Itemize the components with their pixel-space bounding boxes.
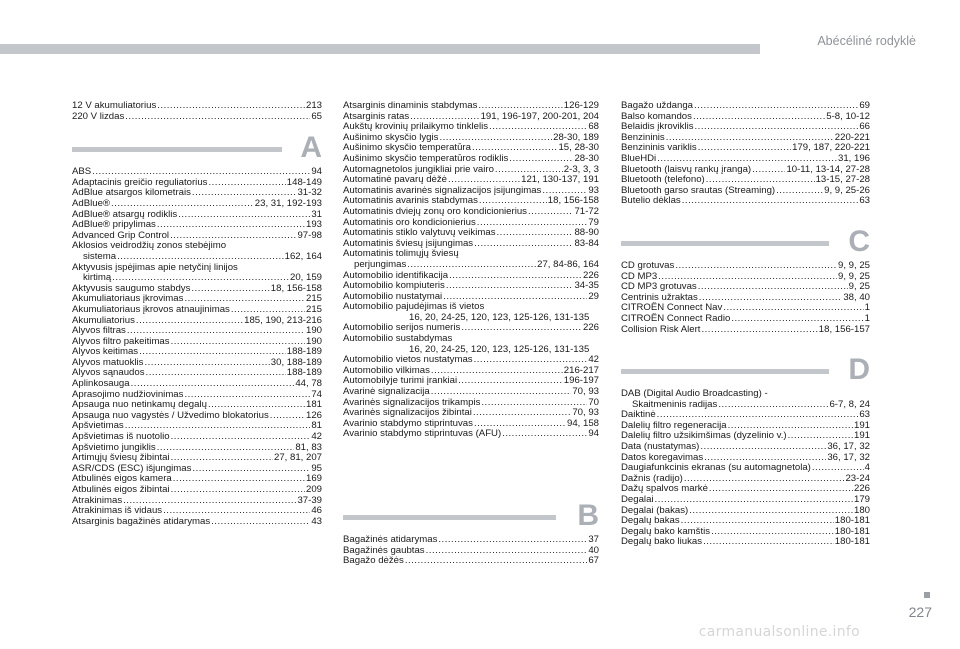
index-term: Akumuliatorius (72, 314, 135, 326)
dot-leader (776, 186, 823, 197)
index-page-ref: 28-30, 189 (553, 131, 599, 143)
index-term: Aktyvusis įspėjimas apie netyčinį linijos (72, 261, 238, 273)
index-term: Aklosios veidrodžių zonos stebėjimo (72, 240, 227, 252)
index-page-ref: 46 (311, 505, 322, 517)
index-term: Aprasojimo nudžiovinimas (72, 388, 184, 400)
index-term: Atsarginis ratas (343, 110, 410, 122)
index-term: Datos koregavimas (621, 451, 704, 463)
index-column-middle (343, 101, 599, 567)
index-page-ref: 81, 83 (295, 441, 322, 453)
section-divider (621, 241, 829, 246)
index-entry (343, 260, 599, 271)
index-entry (621, 196, 870, 207)
index-term: Automobilio pajudėjimas iš vietos (343, 301, 485, 313)
dot-leader (144, 358, 269, 369)
index-page-ref: 66 (859, 121, 870, 133)
dot-leader (208, 178, 285, 189)
index-page-ref: 18, 156-157 (818, 323, 870, 335)
index-page-ref: 31-32 (297, 187, 322, 199)
index-page-ref: 94, 158 (566, 417, 599, 429)
index-entry (343, 207, 599, 218)
dot-leader (698, 282, 848, 293)
index-page-ref: 179 (853, 494, 870, 506)
index-term: Daiktinė (621, 409, 656, 421)
index-term: AdBlue® atsargų rodiklis (72, 208, 178, 220)
index-term: Alyvos filtras (72, 325, 126, 337)
index-entry (621, 537, 870, 548)
index-term: Aukštų krovinių prilaikymo tinklelis (343, 121, 489, 133)
index-term: Automobilio nustatymai (343, 290, 443, 302)
index-entry (621, 261, 870, 272)
index-page-ref: 1 (864, 302, 870, 314)
dot-leader (752, 165, 785, 176)
index-term: Degalų bakas (621, 515, 680, 527)
index-page-ref: 79 (588, 216, 599, 228)
index-page-ref: 37-39 (297, 494, 322, 506)
index-term: Akumuliatoriaus įkrovimas (72, 293, 184, 305)
index-term: Balso komandos (621, 110, 692, 122)
index-entry (72, 112, 322, 123)
index-term: Automatinis dviejų zonų oro kondicionierius (343, 205, 527, 217)
index-page-ref: 126-129 (563, 100, 599, 111)
index-page-ref: 188-189 (286, 367, 322, 379)
index-term: perjungimas (354, 258, 407, 270)
index-page-ref: 70, 93 (572, 386, 599, 398)
dot-leader (171, 485, 305, 496)
index-term: Atsarginis dinaminis stabdymas (343, 100, 478, 111)
index-term: Atbulinės eigos žibintai (72, 484, 170, 495)
index-entry (621, 325, 870, 336)
index-entry (72, 305, 322, 316)
index-term: Centrinis užraktas (621, 291, 698, 303)
dot-leader (473, 408, 571, 419)
index-page-ref: 191 (853, 419, 870, 431)
index-term: Alyvos keitimas (72, 346, 139, 358)
index-term: CD grotuvas (621, 259, 675, 271)
index-page-ref: 188-189 (286, 346, 322, 358)
index-page-ref: 37 (588, 534, 599, 545)
index-term: Apšvietimo jungiklis (72, 441, 156, 453)
index-page-ref: 36, 17, 32 (827, 451, 870, 463)
index-term: Degalai (621, 494, 654, 506)
section-header-a (72, 133, 322, 167)
index-term: Automobilio vietos nustatymas (343, 354, 473, 366)
dot-leader (426, 546, 588, 557)
index-entry (621, 154, 870, 165)
dot-leader (438, 535, 587, 546)
dot-leader (509, 154, 573, 165)
index-page-ref: 40 (588, 544, 599, 556)
dot-leader (171, 432, 311, 443)
index-term: Adaptacinis greičio reguliatorius (72, 176, 208, 188)
index-entry (621, 143, 870, 154)
dot-leader (157, 101, 305, 112)
section-divider (343, 515, 556, 520)
index-term: Automobilio vilkimas (343, 364, 430, 376)
index-page-ref: 4 (864, 462, 870, 474)
index-page-ref: 69 (859, 100, 870, 111)
index-page-ref: 15, 28-30 (558, 142, 599, 154)
index-term: Benzininis variklis (621, 142, 697, 154)
index-page-ref: 23, 31, 192-193 (254, 197, 322, 209)
index-page-ref: 42 (311, 431, 322, 443)
index-term: CITROËN Connect Nav (621, 302, 723, 314)
index-term: Atrakinimas (72, 494, 123, 506)
index-page-ref: 5-8, 10-12 (826, 110, 870, 122)
dot-leader (111, 199, 254, 210)
dot-leader (723, 303, 863, 314)
index-page-ref: 180-181 (834, 536, 870, 548)
index-term: Aktyvusis saugumo stabdys (72, 282, 191, 294)
index-term: ASR/CDS (ESC) išjungimas (72, 462, 192, 474)
index-term: Atrakinimas iš vidaus (72, 505, 163, 517)
index-term: Automobilio serijos numeris (343, 322, 461, 334)
index-page-ref: 1 (864, 312, 870, 324)
index-term: Automatinis tolimųjų šviesų (343, 248, 459, 260)
index-term: AdBlue atsargos kilometrais (72, 187, 191, 199)
index-column-left (72, 101, 322, 527)
index-term: Dalelių filtro regeneracija (621, 419, 727, 431)
dot-leader (684, 474, 845, 485)
dot-leader (178, 210, 310, 221)
index-term: Avarinė signalizacija (343, 386, 430, 398)
index-page-ref: 162, 164 (284, 250, 322, 262)
index-page-ref: 191 (853, 430, 870, 442)
index-term: Akumuliatoriaus įkrovos atnaujinimas (72, 303, 230, 315)
dot-leader (449, 271, 582, 282)
index-page-ref: 20, 159 (289, 272, 322, 284)
index-page-ref: 126 (305, 409, 322, 421)
dot-leader (701, 325, 817, 336)
dot-leader (657, 154, 837, 165)
section-letter-b: B (577, 499, 599, 532)
index-term: Aušinimo skysčio lygis (343, 131, 439, 143)
index-term: Aušinimo skysčio temperatūra (343, 142, 471, 154)
index-term: Apšvietimas (72, 420, 124, 432)
index-page-ref: 38, 40 (843, 291, 870, 303)
dot-leader (698, 143, 791, 154)
index-entry (72, 101, 322, 112)
index-term: CITROËN Connect Radio (621, 312, 731, 324)
index-term: Bagažinės atidarymas (343, 534, 438, 545)
index-page-ref: 63 (859, 409, 870, 421)
dot-leader (446, 281, 574, 292)
index-term: Daugiafunkcinis ekranas (su automagnetola) (621, 462, 811, 474)
dot-leader (718, 400, 828, 411)
dot-leader (700, 442, 826, 453)
index-page-ref: 190 (305, 325, 322, 337)
index-term: sistema (83, 250, 117, 262)
index-page-ref: 94 (311, 166, 322, 178)
index-term: Apsauga nuo vagystės / Užvedimo blokatorius (72, 409, 269, 421)
index-page-ref: 93 (588, 184, 599, 196)
dot-leader (709, 484, 853, 495)
index-page-ref: 71-72 (574, 205, 599, 217)
dot-leader (731, 314, 863, 325)
dot-leader (136, 316, 243, 327)
index-term: Automatinis šviesų įsijungimas (343, 237, 474, 249)
index-term: Collision Risk Alert (621, 323, 701, 335)
dot-leader (474, 239, 573, 250)
index-term: BlueHDi (621, 152, 657, 164)
index-term: 220 V lizdas (72, 110, 125, 122)
index-term: Atsarginis bagažinės atidarymas (72, 515, 211, 527)
index-term: 16, 20, 24-25, 120, 123, 125-126, 131-135 (409, 343, 590, 355)
index-term: Alyvos matuoklis (72, 356, 144, 368)
index-page-ref: 70 (588, 396, 599, 408)
index-term: DAB (Digital Audio Broadcasting) - (621, 388, 768, 400)
index-page-ref: 10-11, 13-14, 27-28 (786, 163, 870, 175)
index-entry (343, 556, 599, 567)
index-term: Automobilio kompiuteris (343, 280, 445, 292)
index-term: Butelio dėklas (621, 195, 681, 207)
index-entry (343, 429, 599, 440)
index-page-ref: 44, 78 (295, 378, 322, 390)
section-header-b (343, 501, 599, 535)
index-page-ref: 196-197 (563, 375, 599, 387)
index-term: Automobilyje turimi įrankiai (343, 375, 458, 387)
index-page-ref: 220-221 (834, 131, 870, 143)
index-page-ref: 216-217 (563, 364, 599, 376)
dot-leader (478, 101, 562, 112)
index-page-ref: 180-181 (834, 525, 870, 537)
index-page-ref: 215 (305, 293, 322, 305)
index-term: Avarinio stabdymo stiprintuvas (343, 417, 473, 429)
index-page-ref: 74 (311, 388, 322, 400)
index-page-ref: 68 (588, 121, 599, 133)
index-page-ref: 65 (311, 110, 322, 122)
dot-leader (461, 323, 582, 334)
index-term: Bagažo dėžės (343, 555, 404, 567)
dot-leader (191, 284, 269, 295)
index-entry (621, 400, 870, 411)
index-term: Dažų spalvos markė (621, 483, 708, 495)
index-term: Dalelių filtro užsikimšimas (dyzelinio v.) (621, 430, 787, 442)
index-page-ref: 28-30 (574, 152, 599, 164)
index-term: Alyvos sąnaudos (72, 367, 145, 379)
index-page-ref: 94 (588, 428, 599, 440)
index-page-ref: 2-3, 3, 3 (563, 163, 599, 175)
dot-leader (211, 517, 310, 528)
index-page-ref: 42 (588, 354, 599, 366)
index-page-ref: 31, 196 (837, 152, 870, 164)
header-rule (0, 44, 760, 54)
index-term: Automobilio identifikacija (343, 269, 449, 281)
dot-leader (405, 556, 588, 567)
index-page-ref: 185, 190, 213-216 (244, 314, 322, 326)
section-header-d (621, 355, 870, 389)
index-page-ref: 180-181 (834, 515, 870, 527)
index-term: Automatinė pavarų dėžė (343, 174, 447, 186)
dot-leader (407, 260, 536, 271)
section-letter-c: C (848, 224, 870, 258)
index-page-ref: 190 (305, 335, 322, 347)
dot-leader (693, 112, 825, 123)
dot-leader (157, 220, 305, 231)
index-page-ref: 148-149 (286, 176, 322, 188)
index-page-ref: 81 (311, 420, 322, 432)
dot-leader (139, 347, 286, 358)
index-page-ref: 191, 196-197, 200-201, 204 (480, 110, 599, 122)
dot-leader (682, 196, 859, 207)
index-page-ref: 27, 84-86, 164 (537, 258, 599, 270)
index-term: Degalai (bakas) (621, 504, 689, 516)
index-page-ref: 29 (588, 290, 599, 302)
index-term: Degalų bako liukas (621, 536, 703, 548)
index-page-ref: 95 (311, 462, 322, 474)
dot-leader (231, 305, 305, 316)
index-term: Automatinis stiklo valytuvų veikimas (343, 227, 496, 239)
index-term: Data (nustatymas) (621, 441, 700, 453)
index-term: Belaidis įkroviklis (621, 121, 694, 133)
index-term: Apšvietimas iš nuotolio (72, 431, 170, 443)
index-column-right (621, 101, 870, 548)
section-header-c (621, 224, 870, 261)
index-page-ref: 67 (588, 555, 599, 567)
index-term: Artimųjų šviesų žibintai (72, 452, 170, 464)
index-page-ref: 181 (305, 399, 322, 411)
page-marker (924, 592, 930, 598)
index-entry (72, 517, 322, 528)
index-page-ref: 43 (311, 515, 322, 527)
index-term: Bluetooth (laisvų rankų įranga) (621, 163, 752, 175)
index-term: Benzininis (621, 131, 665, 143)
index-page-ref: 9, 25 (848, 281, 870, 293)
index-term: Automobilio sustabdymas (343, 333, 453, 345)
index-page-ref: 63 (859, 195, 870, 207)
dot-leader (125, 112, 310, 123)
index-page-ref: 18, 156-158 (270, 282, 322, 294)
index-page-ref: 193 (305, 219, 322, 231)
dot-leader (675, 261, 837, 272)
index-entry (343, 535, 599, 546)
index-term: Alyvos filtro pakeitimas (72, 335, 170, 347)
index-term: Skaitmeninis radijas (632, 398, 718, 410)
index-page-ref: 179, 187, 220-221 (792, 142, 870, 154)
index-term: AdBlue® (72, 197, 111, 209)
section-divider (621, 369, 829, 374)
dot-leader (458, 376, 563, 387)
index-page-ref: 121, 130-137, 191 (521, 174, 599, 186)
dot-leader (173, 474, 305, 485)
index-page-ref: 13-15, 27-28 (815, 174, 870, 186)
dot-leader (703, 537, 834, 548)
index-page-ref: 226 (853, 483, 870, 495)
index-page-ref: 70, 93 (572, 407, 599, 419)
index-term: Atbulinės eigos kamera (72, 473, 172, 485)
index-entry (72, 485, 322, 496)
dot-leader (497, 228, 574, 239)
index-page-ref: 226 (582, 322, 599, 334)
index-term: Automagnetolos jungikliai prie vairo (343, 163, 494, 175)
index-term: Aušinimo skysčio temperatūros rodiklis (343, 152, 509, 164)
index-term: AdBlue® pripylimas (72, 219, 156, 231)
dot-leader (695, 122, 859, 133)
index-entry (72, 252, 322, 263)
dot-leader (171, 337, 305, 348)
index-term: Automatinis oro kondicionierius (343, 216, 476, 228)
index-page-ref: 23-24 (845, 472, 870, 484)
section-divider (72, 147, 282, 152)
index-entry (343, 154, 599, 165)
index-term: Advanced Grip Control (72, 229, 170, 241)
dot-leader (711, 527, 834, 538)
index-page-ref: 31 (311, 208, 322, 220)
index-page-ref: 213 (305, 100, 322, 111)
section-letter-d: D (848, 353, 870, 387)
dot-leader (528, 207, 573, 218)
index-term: kirtimą (83, 272, 112, 284)
index-page-ref: 169 (305, 473, 322, 485)
index-term: Automatinis avarinis stabdymas (343, 195, 478, 207)
index-term: 16, 20, 24-25, 120, 123, 125-126, 131-135 (409, 311, 590, 323)
index-page-ref: 9, 9, 25 (837, 259, 870, 271)
index-term: Avarinės signalizacijos trikampis (343, 396, 481, 408)
dot-leader (192, 464, 310, 475)
header-title: Abécéliné rodyklė (817, 34, 916, 48)
index-entry (72, 199, 322, 210)
watermark: carmanualsonline.info (698, 624, 860, 640)
dot-leader (270, 411, 305, 422)
index-term: Avarinio stabdymo stiprintuvas (AFU) (343, 428, 502, 440)
index-entry (621, 314, 870, 325)
section-letter-a: A (300, 131, 322, 165)
index-term: Bluetooth garso srautas (Streaming) (621, 184, 776, 196)
index-term: Aplinkosauga (72, 378, 130, 390)
index-page-ref: 30, 188-189 (270, 356, 322, 368)
index-term: Avarinės signalizacijos žibintai (343, 407, 472, 419)
index-page-ref: 9, 9, 25-26 (824, 184, 870, 196)
page-number: 227 (908, 604, 932, 620)
index-term: 12 V akumuliatorius (72, 100, 157, 111)
index-term: Apsauga nuo netinkamų degalų (72, 399, 207, 411)
dot-leader (502, 429, 587, 440)
index-page-ref: 27, 81, 207 (273, 452, 322, 464)
index-entry (621, 101, 870, 112)
dot-leader (694, 101, 858, 112)
index-page-ref: 9, 9, 25 (837, 270, 870, 282)
index-page-ref: 34-35 (574, 280, 599, 292)
index-page-ref: 97-98 (297, 229, 322, 241)
index-page-ref: 83-84 (574, 237, 599, 249)
index-term: Bagažo uždanga (621, 100, 694, 111)
index-term: CD MP3 grotuvas (621, 281, 697, 293)
index-page-ref: 180 (853, 504, 870, 516)
index-term: Degalų bako kamštis (621, 525, 711, 537)
index-entry (621, 484, 870, 495)
index-entry (343, 101, 599, 112)
index-page-ref: 6-7, 8, 24 (829, 398, 870, 410)
index-term: CD MP3 (621, 270, 658, 282)
dot-leader (689, 506, 853, 517)
index-term: Automatinis avarinės signalizacijos įsijungimas (343, 184, 542, 196)
index-page-ref: 209 (305, 484, 322, 495)
dot-leader (117, 252, 284, 263)
index-page-ref: 36, 17, 32 (827, 441, 870, 453)
index-page-ref: 88-90 (574, 227, 599, 239)
index-term: Dažnis (radijo) (621, 472, 683, 484)
index-term: Bagažinės gaubtas (343, 544, 425, 556)
index-term: ABS (72, 166, 92, 178)
index-term: Bluetooth (telefono) (621, 174, 705, 186)
index-page-ref: 18, 156-158 (547, 195, 599, 207)
index-page-ref: 215 (305, 303, 322, 315)
dot-leader (146, 368, 286, 379)
index-page-ref: 226 (582, 269, 599, 281)
